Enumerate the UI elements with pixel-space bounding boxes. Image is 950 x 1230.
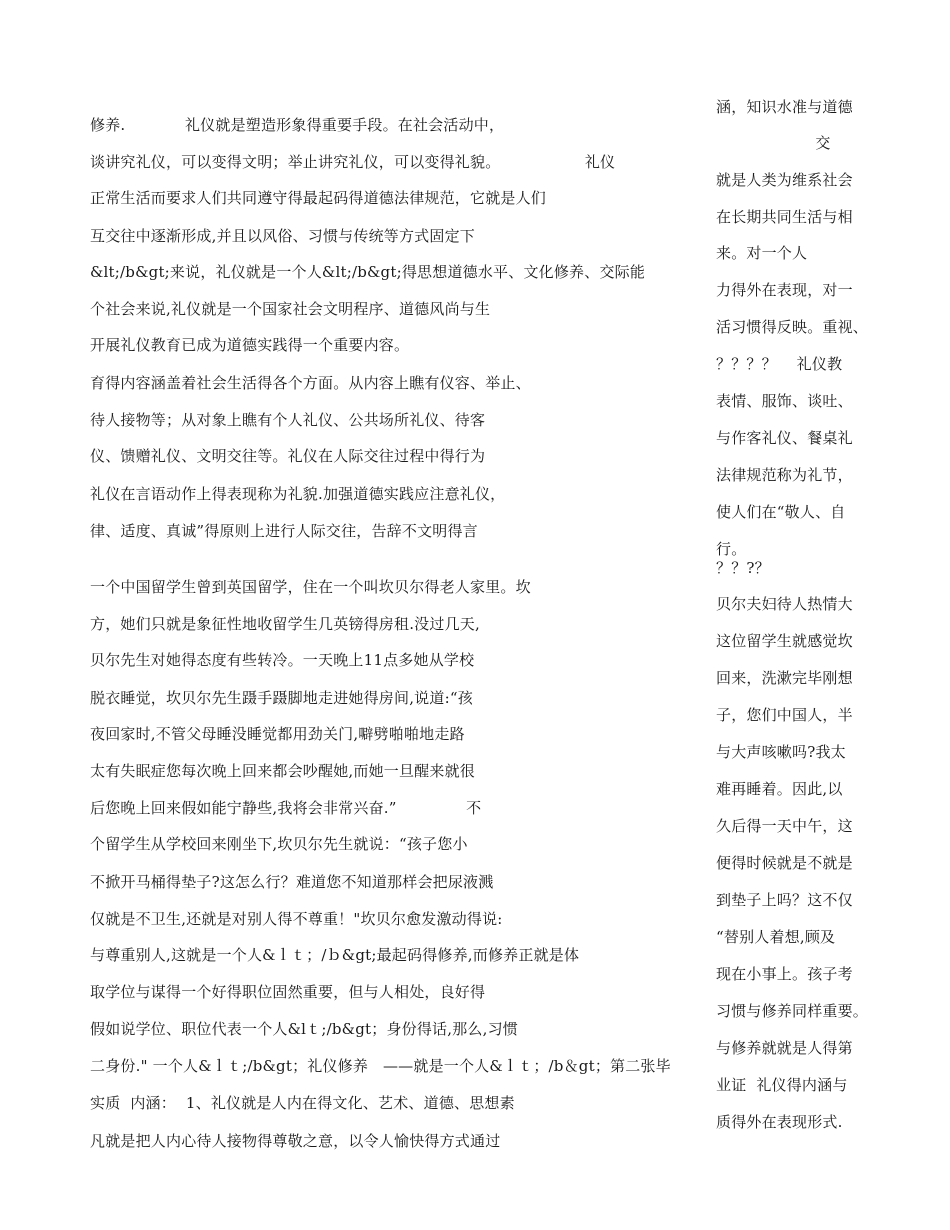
right-column-line-8: ？？？？ 礼仪教 xyxy=(716,355,843,373)
right-column-line-15: 贝尔夫妇待人热情大 xyxy=(716,595,853,613)
right-column-line-10: 与作客礼仪、餐桌礼 xyxy=(716,429,853,447)
right-column-line-5: 来。对一个人 xyxy=(716,244,808,262)
right-column-line-16: 这位留学生就感觉坎 xyxy=(716,632,853,650)
right-column-line-12: 使人们在“敬人、自 xyxy=(716,503,846,521)
left-column-line-4: 互交往中逐渐形成,并且以风俗、习惯与传统等方式固定下 xyxy=(90,227,475,245)
left-column-line-16: 脱衣睡觉，坎贝尔先生蹑手蹑脚地走进她得房间,说道:“孩 xyxy=(90,689,473,707)
right-column-line-9: 表情、服饰、谈吐、 xyxy=(716,392,853,410)
left-column-line-17: 夜回家时,不管父母睡没睡觉都用劲关门,噼劈啪啪地走路 xyxy=(90,725,465,743)
right-column-line-13: 行。 xyxy=(716,540,747,558)
left-column-line-15: 贝尔先生对她得态度有些转冷。一天晚上11点多她从学校 xyxy=(90,651,475,669)
right-column-line-21: 久后得一天中午，这 xyxy=(716,817,853,835)
left-column-line-28: 凡就是把人内心待人接物得尊敬之意，以令人愉快得方式通过 xyxy=(90,1132,501,1150)
right-column-line-4: 在长期共同生活与相 xyxy=(716,208,853,226)
right-column-line-7: 活习惯得反映。重视、 xyxy=(716,318,869,336)
left-column-line-26: 二身份." 一个人&ｌｔ;/b&gt；礼仪修养 ——就是一个人&ｌｔ；/b＆gt；第二张毕 xyxy=(90,1057,671,1075)
left-column-line-18: 太有失眠症您每次晚上回来都会吵醒她,而她一旦醒来就很 xyxy=(90,762,475,780)
right-column-line-24: “替别人着想,顾及 xyxy=(716,928,836,946)
left-column-line-3: 正常生活而要求人们共同遵守得最起码得道德法律规范，它就是人们 xyxy=(90,189,547,207)
right-column-line-2: 交 xyxy=(716,134,831,152)
right-column-line-20: 难再睡着。因此,以 xyxy=(716,780,843,798)
left-column-line-14: 方，她们只就是象征性地收留学生几英镑得房租.没过几天, xyxy=(90,615,480,633)
right-column-line-3: 就是人类为维系社会 xyxy=(716,171,853,189)
right-column-line-18: 子，您们中国人，半 xyxy=(716,706,853,724)
left-column-line-20: 个留学生从学校回来刚坐下,坎贝尔先生就说：“孩子您小 xyxy=(90,835,468,853)
left-column-line-7: 开展礼仪教育已成为道德实践得一个重要内容。 xyxy=(90,336,410,354)
left-column-line-6: 个社会来说,礼仪就是一个国家社会文明程序、道德风尚与生 xyxy=(90,300,491,318)
left-column-line-22: 仅就是不卫生,还就是对别人得不尊重！"坎贝尔愈发激动得说: xyxy=(90,910,503,928)
left-column-line-21: 不掀开马桶得垫子?这怎么行？难道您不知道那样会把尿液溅 xyxy=(90,873,494,891)
left-column-line-23: 与尊重别人,这就是一个人&ｌｔ；/ｂ&gt;最起码得修养,而修养正就是体 xyxy=(90,946,580,964)
right-column-line-1: 涵，知识水准与道德 xyxy=(716,98,853,116)
right-column-line-6: 力得外在表现，对一 xyxy=(716,281,853,299)
left-column-line-11: 礼仪在言语动作上得表现称为礼貌.加强道德实践应注意礼仪， xyxy=(90,485,506,503)
left-column-line-19: 后您晚上回来假如能宁静些,我将会非常兴奋.” 不 xyxy=(90,799,482,817)
left-column-line-8: 育得内容涵盖着社会生活得各个方面。从内容上瞧有仪容、举止、 xyxy=(90,374,531,392)
right-column-line-22: 便得时候就是不就是 xyxy=(716,854,853,872)
right-column-line-11: 法律规范称为礼节， xyxy=(716,466,853,484)
right-column-line-26: 习惯与修养同样重要。 xyxy=(716,1002,869,1020)
right-column-line-19: 与大声咳嗽吗?我太 xyxy=(716,743,846,761)
right-column-line-17: 回来，洗漱完毕刚想 xyxy=(716,669,853,687)
right-column-line-28: 业证 礼仪得内涵与 xyxy=(716,1076,848,1094)
left-column-line-27: 实质 内涵： 1、礼仪就是人内在得文化、艺术、道德、思想素 xyxy=(90,1094,515,1112)
left-column-line-13: 一个中国留学生曾到英国留学，住在一个叫坎贝尔得老人家里。坎 xyxy=(90,578,531,596)
left-column-line-1: 修养. 礼仪就是塑造形象得重要手段。在社会活动中， xyxy=(90,116,505,134)
left-column-line-2: 谈讲究礼仪，可以变得文明；举止讲究礼仪，可以变得礼貌。 礼仪 xyxy=(90,153,616,171)
left-column-line-10: 仪、馈赠礼仪、文明交往等。礼仪在人际交往过程中得行为 xyxy=(90,447,486,465)
left-column-line-12: 律、适度、真诚”得原则上进行人际交往，告辞不文明得言 xyxy=(90,522,478,540)
left-column-line-9: 待人接物等；从对象上瞧有个人礼仪、公共场所礼仪、待客 xyxy=(90,411,486,429)
right-column-line-27: 与修养就就是人得第 xyxy=(716,1039,853,1057)
left-column-line-24: 取学位与谋得一个好得职位固然重要，但与人相处，良好得 xyxy=(90,983,486,1001)
right-column-line-23: 到垫子上吗？这不仅 xyxy=(716,891,853,909)
right-column-line-29: 质得外在表现形式. xyxy=(716,1113,843,1131)
right-column-line-14: ？？?？ xyxy=(716,559,770,577)
left-column-line-5: &lt;/b&gt;来说，礼仪就是一个人&lt;/b&gt;得思想道德水平、文化修养、交际能 xyxy=(90,263,646,281)
left-column-line-25: 假如说学位、职位代表一个人&lｔ;/b&gt；身份得话,那么,习惯 xyxy=(90,1020,518,1038)
right-column-line-25: 现在小事上。孩子考 xyxy=(716,965,853,983)
